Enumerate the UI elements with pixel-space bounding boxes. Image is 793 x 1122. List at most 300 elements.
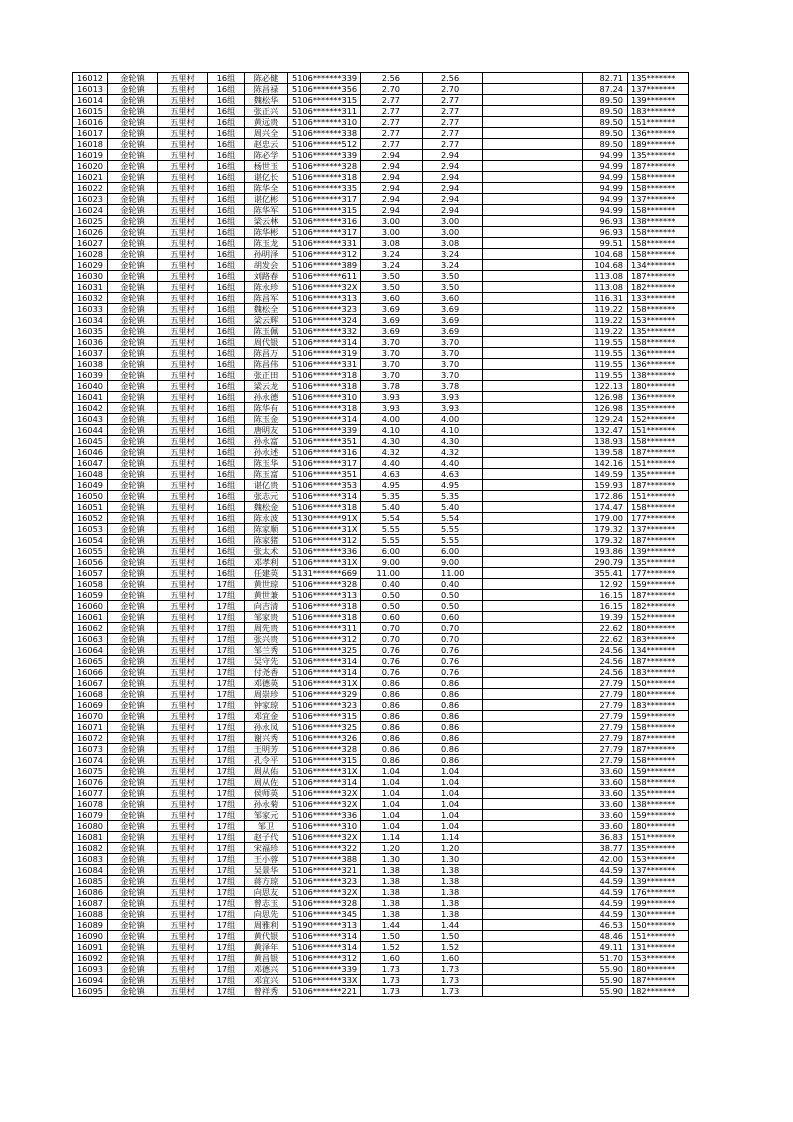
phone-cell: 158******* — [628, 722, 689, 733]
id-number-cell: 5106*******325 — [288, 645, 361, 656]
town-cell: 金轮镇 — [108, 216, 158, 227]
phone-cell: 134******* — [628, 260, 689, 271]
group-cell: 16组 — [208, 150, 245, 161]
id-number-cell: 5106*******310 — [288, 392, 361, 403]
village-cell: 五里村 — [158, 293, 208, 304]
area-cell: 3.00 — [361, 227, 423, 238]
table-row — [73, 304, 689, 315]
phone-cell: 138******* — [628, 799, 689, 810]
confirmed-area-cell: 1.20 — [423, 843, 483, 854]
amount-cell: 113.08 — [583, 271, 628, 282]
table-row — [73, 645, 689, 656]
id-number-cell: 5106*******321 — [288, 865, 361, 876]
area-cell: 0.86 — [361, 711, 423, 722]
table-row — [73, 95, 689, 106]
town-cell: 金轮镇 — [108, 502, 158, 513]
row-number: 16036 — [73, 337, 108, 348]
group-cell: 16组 — [208, 403, 245, 414]
name-cell: 陈必学 — [245, 150, 288, 161]
id-number-cell: 5106*******512 — [288, 139, 361, 150]
id-number-cell: 5106*******322 — [288, 843, 361, 854]
confirmed-area-cell: 2.94 — [423, 161, 483, 172]
blank-cell — [483, 777, 583, 788]
phone-cell: 183******* — [628, 667, 689, 678]
town-cell: 金轮镇 — [108, 887, 158, 898]
row-number: 16071 — [73, 722, 108, 733]
table-row — [73, 865, 689, 876]
group-cell: 17组 — [208, 909, 245, 920]
phone-cell: 137******* — [628, 865, 689, 876]
blank-cell — [483, 579, 583, 590]
village-cell: 五里村 — [158, 887, 208, 898]
name-cell: 邹卫 — [245, 821, 288, 832]
blank-cell — [483, 744, 583, 755]
area-cell: 2.94 — [361, 194, 423, 205]
row-number: 16052 — [73, 513, 108, 524]
town-cell: 金轮镇 — [108, 381, 158, 392]
village-cell: 五里村 — [158, 590, 208, 601]
table-row — [73, 568, 689, 579]
blank-cell — [483, 711, 583, 722]
town-cell: 金轮镇 — [108, 931, 158, 942]
blank-cell — [483, 370, 583, 381]
group-cell: 17组 — [208, 898, 245, 909]
village-cell: 五里村 — [158, 282, 208, 293]
row-number: 16070 — [73, 711, 108, 722]
village-cell: 五里村 — [158, 381, 208, 392]
area-cell: 5.55 — [361, 535, 423, 546]
id-number-cell: 5106*******312 — [288, 634, 361, 645]
id-number-cell: 5106*******319 — [288, 348, 361, 359]
name-cell: 孙明泽 — [245, 249, 288, 260]
village-cell: 五里村 — [158, 458, 208, 469]
area-cell: 5.35 — [361, 491, 423, 502]
town-cell: 金轮镇 — [108, 986, 158, 997]
group-cell: 17组 — [208, 722, 245, 733]
name-cell: 张正兴 — [245, 106, 288, 117]
table-row — [73, 491, 689, 502]
confirmed-area-cell: 0.86 — [423, 678, 483, 689]
amount-cell: 94.99 — [583, 183, 628, 194]
phone-cell: 180******* — [628, 689, 689, 700]
row-number: 16083 — [73, 854, 108, 865]
name-cell: 梁云林 — [245, 216, 288, 227]
amount-cell: 119.22 — [583, 326, 628, 337]
area-cell: 1.04 — [361, 777, 423, 788]
name-cell: 曾志玉 — [245, 898, 288, 909]
phone-cell: 151******* — [628, 458, 689, 469]
phone-cell: 187******* — [628, 535, 689, 546]
amount-cell: 82.71 — [583, 73, 628, 84]
town-cell: 金轮镇 — [108, 227, 158, 238]
blank-cell — [483, 601, 583, 612]
row-number: 16058 — [73, 579, 108, 590]
id-number-cell: 5106*******311 — [288, 106, 361, 117]
row-number: 16029 — [73, 260, 108, 271]
village-cell: 五里村 — [158, 744, 208, 755]
area-cell: 3.78 — [361, 381, 423, 392]
amount-cell: 55.90 — [583, 986, 628, 997]
village-cell: 五里村 — [158, 876, 208, 887]
phone-cell: 187******* — [628, 271, 689, 282]
id-number-cell: 5106*******339 — [288, 964, 361, 975]
village-cell: 五里村 — [158, 645, 208, 656]
group-cell: 16组 — [208, 524, 245, 535]
phone-cell: 159******* — [628, 579, 689, 590]
id-number-cell: 5106*******323 — [288, 876, 361, 887]
town-cell: 金轮镇 — [108, 700, 158, 711]
id-number-cell: 5106*******315 — [288, 755, 361, 766]
town-cell: 金轮镇 — [108, 799, 158, 810]
id-number-cell: 5106*******328 — [288, 898, 361, 909]
amount-cell: 172.86 — [583, 491, 628, 502]
phone-cell: 183******* — [628, 634, 689, 645]
blank-cell — [483, 755, 583, 766]
table-row — [73, 744, 689, 755]
id-number-cell: 5106*******325 — [288, 722, 361, 733]
name-cell: 张正田 — [245, 370, 288, 381]
amount-cell: 48.46 — [583, 931, 628, 942]
group-cell: 17组 — [208, 887, 245, 898]
name-cell: 孙永凤 — [245, 722, 288, 733]
village-cell: 五里村 — [158, 469, 208, 480]
phone-cell: 177******* — [628, 513, 689, 524]
id-number-cell: 5106*******315 — [288, 205, 361, 216]
name-cell: 陈家猪 — [245, 535, 288, 546]
phone-cell: 158******* — [628, 205, 689, 216]
village-cell: 五里村 — [158, 370, 208, 381]
confirmed-area-cell: 9.00 — [423, 557, 483, 568]
name-cell: 黄世兼 — [245, 590, 288, 601]
blank-cell — [483, 909, 583, 920]
phone-cell: 177******* — [628, 568, 689, 579]
name-cell: 邹家元 — [245, 810, 288, 821]
row-number: 16094 — [73, 975, 108, 986]
confirmed-area-cell: 4.63 — [423, 469, 483, 480]
table-row — [73, 469, 689, 480]
table-row — [73, 832, 689, 843]
town-cell: 金轮镇 — [108, 623, 158, 634]
area-cell: 0.76 — [361, 656, 423, 667]
confirmed-area-cell: 1.38 — [423, 865, 483, 876]
group-cell: 17组 — [208, 964, 245, 975]
row-number: 16059 — [73, 590, 108, 601]
confirmed-area-cell: 1.73 — [423, 975, 483, 986]
amount-cell: 27.79 — [583, 700, 628, 711]
name-cell: 唐明友 — [245, 425, 288, 436]
group-cell: 16组 — [208, 117, 245, 128]
area-cell: 2.94 — [361, 161, 423, 172]
id-number-cell: 5130*******91X — [288, 513, 361, 524]
name-cell: 孙永德 — [245, 392, 288, 403]
phone-cell: 150******* — [628, 920, 689, 931]
phone-cell: 180******* — [628, 381, 689, 392]
table-row — [73, 73, 689, 84]
phone-cell: 189******* — [628, 139, 689, 150]
town-cell: 金轮镇 — [108, 238, 158, 249]
id-number-cell: 5106*******318 — [288, 612, 361, 623]
group-cell: 17组 — [208, 953, 245, 964]
phone-cell: 151******* — [628, 832, 689, 843]
id-number-cell: 5106*******323 — [288, 700, 361, 711]
amount-cell: 44.59 — [583, 887, 628, 898]
area-cell: 1.38 — [361, 909, 423, 920]
confirmed-area-cell: 3.93 — [423, 403, 483, 414]
town-cell: 金轮镇 — [108, 656, 158, 667]
phone-cell: 151******* — [628, 117, 689, 128]
area-cell: 1.38 — [361, 887, 423, 898]
blank-cell — [483, 359, 583, 370]
row-number: 16022 — [73, 183, 108, 194]
confirmed-area-cell: 1.38 — [423, 909, 483, 920]
town-cell: 金轮镇 — [108, 733, 158, 744]
blank-cell — [483, 700, 583, 711]
blank-cell — [483, 139, 583, 150]
row-number: 16066 — [73, 667, 108, 678]
village-cell: 五里村 — [158, 920, 208, 931]
group-cell: 17组 — [208, 777, 245, 788]
amount-cell: 104.68 — [583, 260, 628, 271]
blank-cell — [483, 612, 583, 623]
id-number-cell: 5106*******317 — [288, 194, 361, 205]
village-cell: 五里村 — [158, 216, 208, 227]
group-cell: 17组 — [208, 810, 245, 821]
amount-cell: 24.56 — [583, 656, 628, 667]
area-cell: 0.86 — [361, 689, 423, 700]
id-number-cell: 5106*******326 — [288, 733, 361, 744]
row-number: 16080 — [73, 821, 108, 832]
amount-cell: 27.79 — [583, 733, 628, 744]
confirmed-area-cell: 3.70 — [423, 370, 483, 381]
name-cell: 陈玉华 — [245, 458, 288, 469]
town-cell: 金轮镇 — [108, 293, 158, 304]
row-number: 16024 — [73, 205, 108, 216]
area-cell: 1.04 — [361, 799, 423, 810]
id-number-cell: 5106*******329 — [288, 689, 361, 700]
area-cell: 4.10 — [361, 425, 423, 436]
town-cell: 金轮镇 — [108, 447, 158, 458]
town-cell: 金轮镇 — [108, 370, 158, 381]
name-cell: 孔令平 — [245, 755, 288, 766]
blank-cell — [483, 722, 583, 733]
group-cell: 16组 — [208, 337, 245, 348]
town-cell: 金轮镇 — [108, 249, 158, 260]
id-number-cell: 5107*******388 — [288, 854, 361, 865]
confirmed-area-cell: 2.94 — [423, 183, 483, 194]
town-cell: 金轮镇 — [108, 777, 158, 788]
group-cell: 16组 — [208, 381, 245, 392]
area-cell: 3.24 — [361, 249, 423, 260]
row-number: 16069 — [73, 700, 108, 711]
table-row — [73, 216, 689, 227]
group-cell: 16组 — [208, 216, 245, 227]
town-cell: 金轮镇 — [108, 425, 158, 436]
town-cell: 金轮镇 — [108, 953, 158, 964]
blank-cell — [483, 535, 583, 546]
amount-cell: 94.99 — [583, 150, 628, 161]
confirmed-area-cell: 1.14 — [423, 832, 483, 843]
group-cell: 17组 — [208, 645, 245, 656]
village-cell: 五里村 — [158, 304, 208, 315]
name-cell: 陈华有 — [245, 403, 288, 414]
table-row — [73, 513, 689, 524]
area-cell: 3.93 — [361, 403, 423, 414]
id-number-cell: 5106*******32X — [288, 282, 361, 293]
table-row — [73, 359, 689, 370]
confirmed-area-cell: 3.50 — [423, 271, 483, 282]
table-row — [73, 227, 689, 238]
amount-cell: 89.50 — [583, 128, 628, 139]
village-cell: 五里村 — [158, 238, 208, 249]
id-number-cell: 5106*******313 — [288, 590, 361, 601]
village-cell: 五里村 — [158, 348, 208, 359]
amount-cell: 27.79 — [583, 689, 628, 700]
village-cell: 五里村 — [158, 612, 208, 623]
area-cell: 3.69 — [361, 315, 423, 326]
phone-cell: 159******* — [628, 711, 689, 722]
amount-cell: 49.11 — [583, 942, 628, 953]
town-cell: 金轮镇 — [108, 810, 158, 821]
name-cell: 谢兴秀 — [245, 733, 288, 744]
phone-cell: 158******* — [628, 337, 689, 348]
id-number-cell: 5106*******32X — [288, 788, 361, 799]
town-cell: 金轮镇 — [108, 964, 158, 975]
area-cell: 0.76 — [361, 667, 423, 678]
confirmed-area-cell: 3.00 — [423, 227, 483, 238]
area-cell: 3.08 — [361, 238, 423, 249]
confirmed-area-cell: 2.77 — [423, 139, 483, 150]
table-row — [73, 480, 689, 491]
phone-cell: 133******* — [628, 293, 689, 304]
group-cell: 17组 — [208, 799, 245, 810]
blank-cell — [483, 810, 583, 821]
village-cell: 五里村 — [158, 766, 208, 777]
group-cell: 17组 — [208, 711, 245, 722]
row-number: 16046 — [73, 447, 108, 458]
blank-cell — [483, 414, 583, 425]
phone-cell: 180******* — [628, 821, 689, 832]
blank-cell — [483, 73, 583, 84]
group-cell: 17组 — [208, 656, 245, 667]
confirmed-area-cell: 0.86 — [423, 689, 483, 700]
table-row — [73, 876, 689, 887]
id-number-cell: 5106*******313 — [288, 293, 361, 304]
group-cell: 16组 — [208, 106, 245, 117]
amount-cell: 22.62 — [583, 634, 628, 645]
phone-cell: 136******* — [628, 392, 689, 403]
row-number: 16067 — [73, 678, 108, 689]
area-cell: 1.04 — [361, 788, 423, 799]
area-cell: 3.00 — [361, 216, 423, 227]
id-number-cell: 5106*******32X — [288, 832, 361, 843]
blank-cell — [483, 623, 583, 634]
row-number: 16030 — [73, 271, 108, 282]
name-cell: 周雅利 — [245, 920, 288, 931]
confirmed-area-cell: 0.86 — [423, 722, 483, 733]
name-cell: 孙永述 — [245, 447, 288, 458]
blank-cell — [483, 557, 583, 568]
phone-cell: 187******* — [628, 733, 689, 744]
table-row — [73, 403, 689, 414]
table-row — [73, 392, 689, 403]
confirmed-area-cell: 5.40 — [423, 502, 483, 513]
group-cell: 16组 — [208, 502, 245, 513]
amount-cell: 355.41 — [583, 568, 628, 579]
name-cell: 周从佐 — [245, 777, 288, 788]
table-row — [73, 931, 689, 942]
id-number-cell: 5131*******669 — [288, 568, 361, 579]
table-row — [73, 975, 689, 986]
blank-cell — [483, 227, 583, 238]
id-number-cell: 5106*******315 — [288, 711, 361, 722]
town-cell: 金轮镇 — [108, 282, 158, 293]
row-number: 16042 — [73, 403, 108, 414]
town-cell: 金轮镇 — [108, 392, 158, 403]
phone-cell: 158******* — [628, 183, 689, 194]
group-cell: 16组 — [208, 348, 245, 359]
name-cell: 陈昌军 — [245, 293, 288, 304]
amount-cell: 104.68 — [583, 249, 628, 260]
amount-cell: 27.79 — [583, 755, 628, 766]
table-row — [73, 458, 689, 469]
blank-cell — [483, 95, 583, 106]
table-row — [73, 150, 689, 161]
table-row — [73, 249, 689, 260]
group-cell: 17组 — [208, 975, 245, 986]
town-cell: 金轮镇 — [108, 667, 158, 678]
name-cell: 魏松金 — [245, 502, 288, 513]
table-row — [73, 766, 689, 777]
village-cell: 五里村 — [158, 623, 208, 634]
town-cell: 金轮镇 — [108, 513, 158, 524]
blank-cell — [483, 260, 583, 271]
phone-cell: 134******* — [628, 645, 689, 656]
row-number: 16031 — [73, 282, 108, 293]
village-cell: 五里村 — [158, 986, 208, 997]
village-cell: 五里村 — [158, 73, 208, 84]
amount-cell: 89.50 — [583, 117, 628, 128]
area-cell: 4.63 — [361, 469, 423, 480]
blank-cell — [483, 128, 583, 139]
village-cell: 五里村 — [158, 942, 208, 953]
amount-cell: 139.58 — [583, 447, 628, 458]
row-number: 16034 — [73, 315, 108, 326]
confirmed-area-cell: 3.50 — [423, 282, 483, 293]
table-row — [73, 326, 689, 337]
row-number: 16085 — [73, 876, 108, 887]
name-cell: 陈华彬 — [245, 227, 288, 238]
table-row — [73, 183, 689, 194]
amount-cell: 51.70 — [583, 953, 628, 964]
blank-cell — [483, 964, 583, 975]
village-cell: 五里村 — [158, 953, 208, 964]
table-row — [73, 425, 689, 436]
amount-cell: 179.00 — [583, 513, 628, 524]
phone-cell: 139******* — [628, 546, 689, 557]
table-row — [73, 810, 689, 821]
village-cell: 五里村 — [158, 898, 208, 909]
blank-cell — [483, 161, 583, 172]
row-number: 16050 — [73, 491, 108, 502]
area-cell: 4.95 — [361, 480, 423, 491]
amount-cell: 122.13 — [583, 381, 628, 392]
blank-cell — [483, 854, 583, 865]
village-cell: 五里村 — [158, 975, 208, 986]
area-cell: 3.70 — [361, 359, 423, 370]
amount-cell: 44.59 — [583, 865, 628, 876]
town-cell: 金轮镇 — [108, 260, 158, 271]
amount-cell: 126.98 — [583, 403, 628, 414]
